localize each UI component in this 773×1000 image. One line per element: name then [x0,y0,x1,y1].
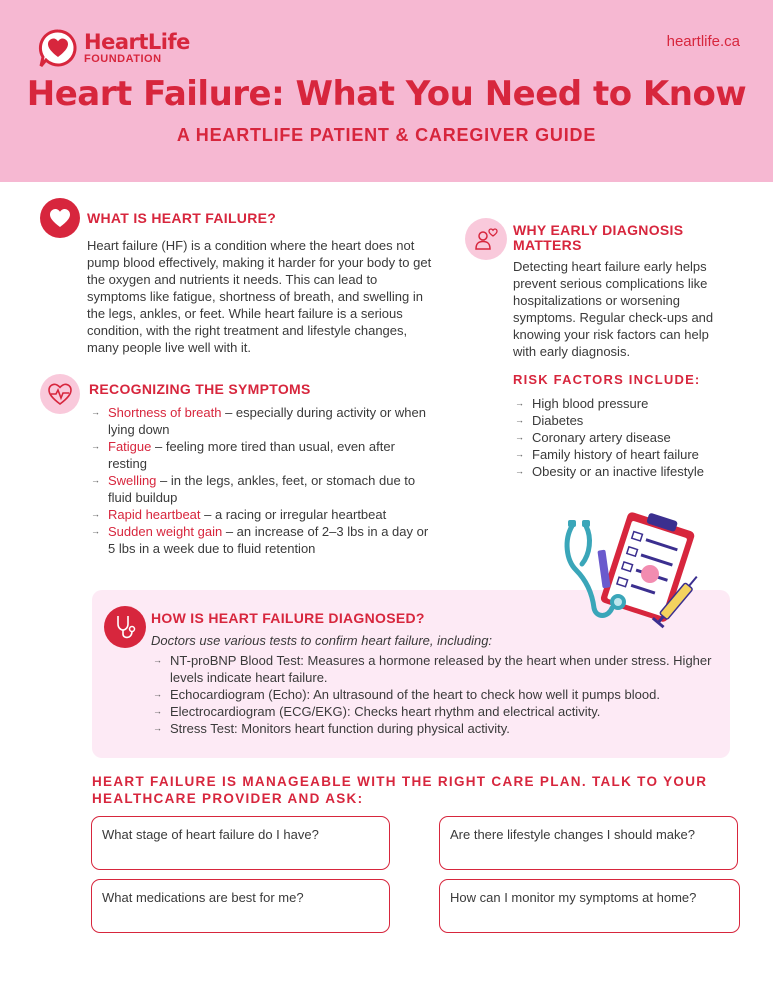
list-item: → Shortness of breath – especially during activity or when lying down [91,404,431,438]
page-title: Heart Failure: What You Need to Know [26,74,747,114]
patient-heart-icon [465,218,507,260]
list-item: → NT-proBNP Blood Test: Measures a hormone released by the heart when under stress. Higher levels indicate heart failure. [153,652,718,686]
symptoms-heading: RECOGNIZING THE SYMPTOMS [89,381,311,397]
logo-heart-bubble-icon [38,28,78,68]
list-item: → Family history of heart failure [515,446,745,463]
stethoscope-icon [104,606,146,648]
logo-subtitle: FOUNDATION [84,52,162,65]
diagnosis-intro: Doctors use various tests to confirm heart failure, including: [151,633,493,648]
risk-factors-list [515,395,745,480]
list-item: → Swelling – in the legs, ankles, feet, or stomach due to fluid buildup [91,472,431,506]
heartbeat-icon [40,374,80,414]
header-banner [0,0,773,182]
call-to-action-text: HEART FAILURE IS MANAGEABLE WITH THE RIGHT CARE PLAN. TALK TO YOUR HEALTHCARE PROVIDER AND ASK: [92,774,708,806]
list-item: → Rapid heartbeat – a racing or irregular heartbeat [91,506,431,523]
diagnosis-heading: HOW IS HEART FAILURE DIAGNOSED? [151,610,425,626]
question-card: What medications are best for me? [91,879,390,933]
question-card: What stage of heart failure do I have? [91,816,390,870]
question-card: Are there lifestyle changes I should make? [439,816,738,870]
heart-icon [40,198,80,238]
page-subtitle: A HEARTLIFE PATIENT & CAREGIVER GUIDE [176,125,597,145]
what-is-body: Heart failure (HF) is a condition where the heart does not pump blood effectively, making it harder for your body to get the oxygen and nutrients it needs. This can lead to symptoms like fatigue, shortness of breath, and swelling in the legs, ankles, or feet. While heart failure is a serious condition, with the right treatment and lifestyle changes, many people live well with it. [87,238,432,355]
early-diagnosis-body: Detecting heart failure early helps prevent serious complications like hospitalizations or worsening symptoms. Regular check-ups and knowing your risk factors can help with early diagnosis. [513,259,714,359]
list-item: → Sudden weight gain – an increase of 2–3 lbs in a day or 5 lbs in a week due to fluid retention [91,523,431,557]
symptoms-list [91,404,431,557]
website-link[interactable]: heartlife.ca [666,33,740,50]
list-item: → Stress Test: Monitors heart function during physical activity. [153,720,718,737]
list-item: → Echocardiogram (Echo): An ultrasound of the heart to check how well it pumps blood. [153,686,718,703]
risk-factors-heading: RISK FACTORS INCLUDE: [513,372,701,387]
what-is-heading: WHAT IS HEART FAILURE? [87,210,277,226]
diagnosis-tests-list [153,652,718,737]
list-item: → Coronary artery disease [515,429,745,446]
list-item: → Fatigue – feeling more tired than usual, even after resting [91,438,431,472]
logo-name: HeartLife [84,29,190,54]
list-item: → High blood pressure [515,395,745,412]
list-item: → Diabetes [515,412,745,429]
heartlife-logo[interactable] [38,28,190,68]
list-item: → Electrocardiogram (ECG/EKG): Checks heart rhythm and electrical activity. [153,703,718,720]
medical-clipboard-illustration [558,510,708,635]
list-item: → Obesity or an inactive lifestyle [515,463,745,480]
question-card: How can I monitor my symptoms at home? [439,879,740,933]
early-diagnosis-heading: WHY EARLY DIAGNOSIS MATTERS [513,222,684,253]
